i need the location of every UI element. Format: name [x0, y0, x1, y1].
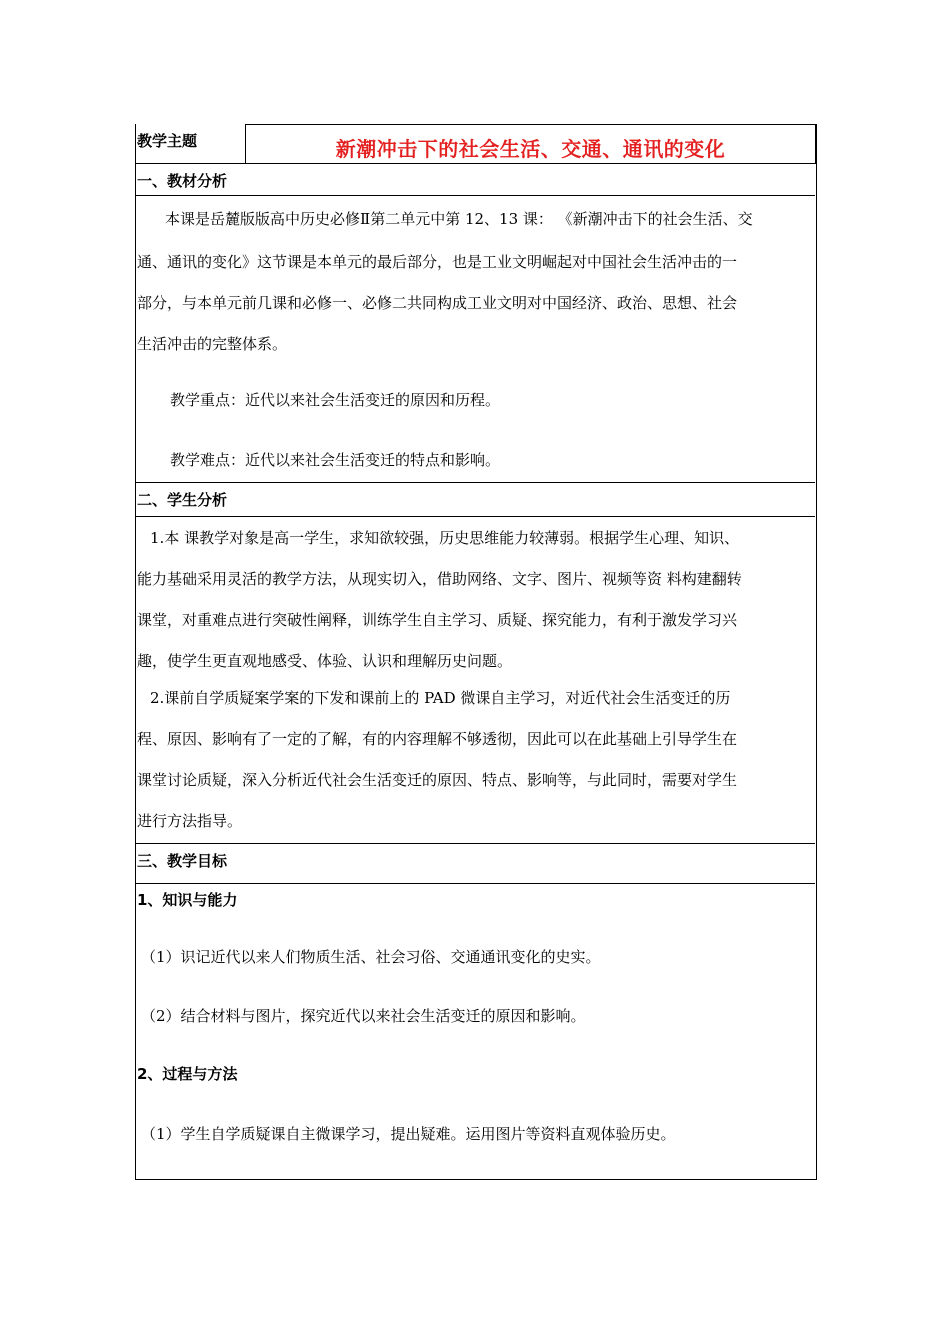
paragraph-line: 本课是岳麓版版高中历史必修Ⅱ第二单元中第 12、13 课： 《新潮冲击下的社会生活、交 — [165, 210, 753, 228]
section-heading-teaching-goals: 三、教学目标 — [137, 852, 228, 870]
paragraph-line: 部分，与本单元前几课和必修一、必修二共同构成工业文明对中国经济、政治、思想、社会 — [137, 294, 738, 312]
paragraph-line: 进行方法指导。 — [137, 812, 243, 830]
paragraph-line: 1.本 课教学对象是高一学生，求知欲较强，历史思维能力较薄弱。根据学生心理、知识、 — [150, 529, 740, 547]
paragraph-line: 程、原因、影响有了一定的了解，有的内容理解不够透彻，因此可以在此基础上引导学生在 — [137, 730, 738, 748]
subheading-process-method: 2、过程与方法 — [137, 1065, 238, 1083]
paragraph-line: 能力基础采用灵活的教学方法，从现实切入，借助网络、文字、图片、视频等资 料构建翻转 — [137, 570, 742, 588]
row-divider — [135, 482, 815, 483]
paragraph-line: 课堂，对重难点进行突破性阐释，训练学生自主学习、质疑、探究能力，有利于激发学习兴 — [137, 611, 738, 629]
paragraph-line: 通、通讯的变化》这节课是本单元的最后部分，也是工业文明崛起对中国社会生活冲击的一 — [137, 253, 738, 271]
section-heading-student-analysis: 二、学生分析 — [137, 491, 228, 509]
topic-label: 教学主题 — [137, 132, 198, 150]
lesson-title: 新潮冲击下的社会生活、交通、通讯的变化 — [335, 137, 726, 161]
goal-item: （1）识记近代以来人们物质生活、社会习俗、交通通讯变化的史实。 — [141, 948, 601, 966]
paragraph-line: 生活冲击的完整体系。 — [137, 335, 288, 353]
teaching-key-point: 教学重点：近代以来社会生活变迁的原因和历程。 — [170, 391, 501, 409]
subheading-knowledge-ability: 1、知识与能力 — [137, 891, 238, 909]
teaching-difficulty: 教学难点：近代以来社会生活变迁的特点和影响。 — [170, 451, 501, 469]
paragraph-line: 课堂讨论质疑，深入分析近代社会生活变迁的原因、特点、影响等，与此同时，需要对学生 — [137, 771, 738, 789]
row-divider — [135, 163, 815, 164]
section-heading-textbook-analysis: 一、教材分析 — [137, 172, 228, 190]
row-divider — [135, 883, 815, 884]
row-divider — [135, 843, 815, 844]
paragraph-line: 2.课前自学质疑案学案的下发和课前上的 PAD 微课自主学习，对近代社会生活变迁的历 — [150, 689, 731, 707]
goal-item: （1）学生自学质疑课自主微课学习，提出疑难。运用图片等资料直观体验历史。 — [141, 1125, 676, 1143]
paragraph-line: 趣，使学生更直观地感受、体验、认识和理解历史问题。 — [137, 652, 513, 670]
row-divider — [135, 516, 815, 517]
row-divider — [135, 195, 815, 196]
goal-item: （2）结合材料与图片，探究近代以来社会生活变迁的原因和影响。 — [141, 1007, 586, 1025]
title-cell — [245, 124, 816, 164]
